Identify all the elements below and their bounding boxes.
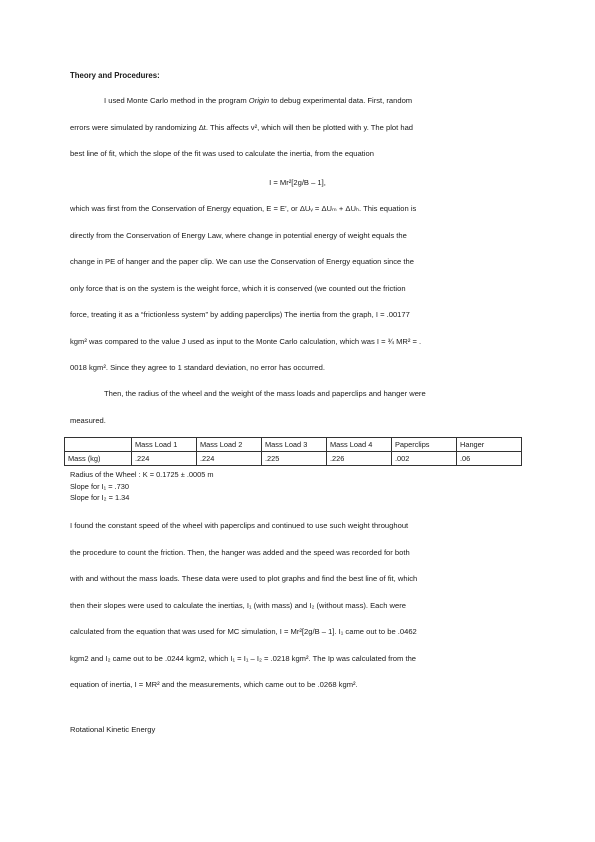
table-header-cell: Paperclips	[392, 438, 457, 452]
table-cell: .225	[262, 452, 327, 466]
table-cell: Mass (kg)	[65, 452, 132, 466]
section-heading: Theory and Procedures:	[70, 71, 160, 80]
paragraph-intro	[70, 88, 525, 168]
section-title-rotational: Rotational Kinetic Energy	[70, 725, 156, 734]
table-header-row	[65, 438, 522, 452]
results-line: calculated from the equation that was used for MC simulation, I = Mr²[2g/B – 1]. I₁ came out to be .0462	[70, 627, 417, 636]
measurement-line: measured.	[70, 415, 106, 425]
table-header-cell: Mass Load 1	[132, 438, 197, 452]
measurement-notes	[70, 469, 214, 504]
energy-line: change in PE of hanger and the paper clip. We can use the Conservation of Energy equation since the	[70, 257, 414, 266]
results-line: the procedure to count the friction. Then, the hanger was added and the speed was recorded for both	[70, 547, 410, 557]
wheel-radius-note: Radius of the Wheel : K = 0.1725 ± .0005 m	[70, 470, 214, 479]
intro-line-2: errors were simulated by randomizing Δt. This affects v², which will then be plotted with y. The plot had	[70, 122, 414, 132]
paragraph-results	[70, 513, 525, 699]
table-header-cell: Mass Load 4	[327, 438, 392, 452]
table-row	[65, 452, 522, 466]
table-cell: .06	[457, 452, 522, 466]
results-line: I found the constant speed of the wheel with paperclips and continued to use such weight throughout	[70, 521, 409, 530]
paragraph-energy	[70, 196, 525, 382]
intro-line-1c: to debug experimental data. First, random	[269, 96, 413, 105]
inertia-equation: I = Mr²[2g/B – 1],	[269, 178, 326, 187]
mass-table	[64, 437, 522, 466]
table-header-cell: Mass Load 3	[262, 438, 327, 452]
slope-i1-note: Slope for I₁ = .730	[70, 481, 129, 491]
results-line: equation of inertia, I = MR² and the measurements, which came out to be .0268 kgm².	[70, 680, 358, 689]
table-cell: .224	[132, 452, 197, 466]
results-line: with and without the mass loads. These data were used to plot graphs and find the best line of fit, which	[70, 574, 418, 583]
energy-line: 0018 kgm². Since they agree to 1 standard deviation, no error has occurred.	[70, 363, 325, 372]
energy-line: directly from the Conservation of Energy Law, where change in potential energy of weight equals the	[70, 230, 407, 240]
table-cell: .224	[197, 452, 262, 466]
intro-line-3: best line of fit, which the slope of the fit was used to calculate the inertia, from the equation	[70, 149, 374, 158]
results-line: kgm2 and I₂ came out to be .0244 kgm2, which I₁ = I₁ – I₂ = .0218 kgm². The Ip was calculated from the	[70, 653, 417, 663]
table-header-cell	[65, 438, 132, 452]
origin-program-name: Origin	[248, 96, 270, 105]
table-cell: .226	[327, 452, 392, 466]
energy-line: force, treating it as a “frictionless system” by adding paperclips) The inertia from the graph, I = .00177	[70, 310, 410, 319]
results-line: then their slopes were used to calculate the inertias, I₁ (with mass) and I₂ (without mass). Each were	[70, 600, 406, 610]
paragraph-measurement	[70, 381, 525, 434]
energy-line: only force that is on the system is the weight force, which it is conserved (we counted out the friction	[70, 283, 406, 293]
energy-line: which was first from the Conservation of Energy equation, E = E’, or ΔUᵥ = ΔUₘ + ΔUₕ. This equation is	[70, 204, 417, 213]
energy-line: kgm² was compared to the value J used as input to the Monte Carlo calculation, which was I = ¾ MR² = .	[70, 336, 422, 346]
table-header-cell: Mass Load 2	[197, 438, 262, 452]
measurement-line: Then, the radius of the wheel and the weight of the mass loads and paperclips and hanger were	[104, 389, 426, 398]
intro-line-1a: I used Monte Carlo method in the program	[104, 96, 249, 105]
table-header-cell: Hanger	[457, 438, 522, 452]
slope-i2-note: Slope for I₂ = 1.34	[70, 493, 130, 502]
table-cell: .002	[392, 452, 457, 466]
